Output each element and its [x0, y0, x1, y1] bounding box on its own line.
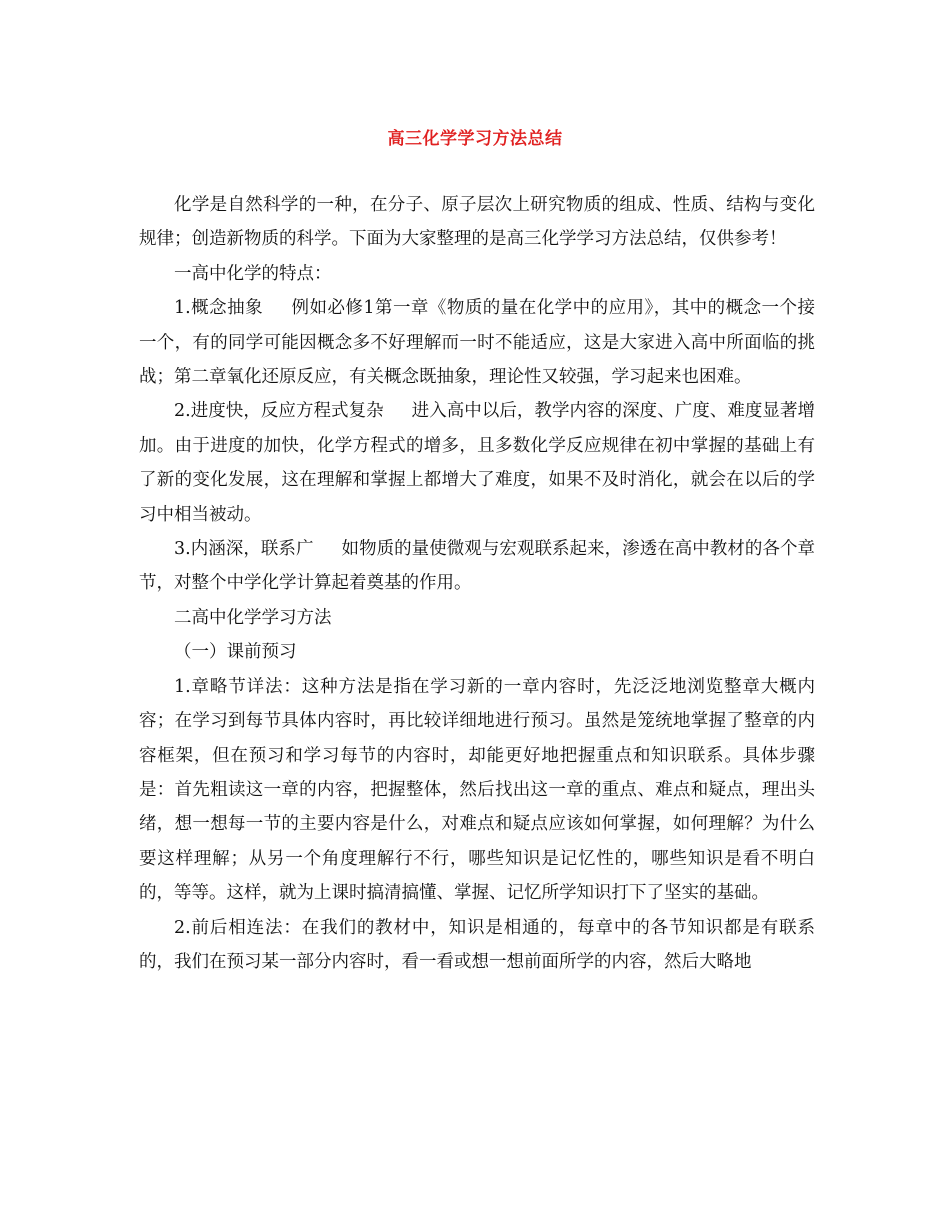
subsection-heading-preview: [139, 635, 815, 669]
section-heading-features: [139, 257, 815, 291]
paragraph-text: 二高中化学学习方法: [174, 607, 332, 628]
paragraph-text: 例如必修1第一章《物质的量在化学中的应用》，其中的概念一个接一个，有的同学可能因概念多不好理解而一时不能适应，这是大家进入高中所面临的挑战；第二章氧化还原反应，有关概念既抽象，理论性又较强，学习起来也困难。: [139, 298, 815, 388]
paragraph-feature-1: [139, 291, 815, 394]
paragraph-intro: [139, 188, 815, 257]
paragraph-method-1: [139, 670, 815, 911]
item-heading: 1.概念抽象: [174, 298, 264, 319]
paragraph-feature-3: [139, 532, 815, 601]
section-heading-methods: [139, 601, 815, 635]
document-body: [139, 188, 815, 979]
paragraph-text: 1.章略节详法：这种方法是指在学习新的一章内容时，先泛泛地浏览整章大概内容；在学习到每节具体内容时，再比较详细地进行预习。虽然是笼统地掌握了整章的内容框架，但在预习和学习每节的内容时，却能更好地把握重点和知识联系。具体步骤是：首先粗读这一章的内容，把握整体，然后找出这一章的重点、难点和疑点，理出头绪，想一想每一节的主要内容是什么，对难点和疑点应该如何掌握，如何理解？为什么要这样理解；从另一个角度理解行不行，哪些知识是记忆性的，哪些知识是看不明白的，等等。这样，就为上课时搞清搞懂、掌握、记忆所学知识打下了坚实的基础。: [139, 676, 815, 904]
paragraph-text: 一高中化学的特点：: [174, 263, 332, 284]
paragraph-feature-2: [139, 394, 815, 532]
paragraph-method-2: [139, 911, 815, 980]
item-heading: 3.内涵深，联系广: [174, 539, 314, 560]
document-title: 高三化学学习方法总结: [387, 129, 563, 149]
paragraph-text: （一）课前预习: [174, 642, 297, 663]
paragraph-text: 2.前后相连法：在我们的教材中，知识是相通的，每章中的各节知识都是有联系的，我们在预习某一部分内容时，看一看或想一想前面所学的内容，然后大略地: [139, 917, 815, 972]
paragraph-text: 进入高中以后，教学内容的深度、广度、难度显著增加。由于进度的加快，化学方程式的增多，且多数化学反应规律在初中掌握的基础上有了新的变化发展，这在理解和掌握上都增大了难度，如果不及时消化，就会在以后的学习中相当被动。: [139, 401, 815, 525]
paragraph-text: 如物质的量使微观与宏观联系起来，渗透在高中教材的各个章节，对整个中学化学计算起着奠基的作用。: [139, 539, 815, 594]
paragraph-text: 化学是自然科学的一种，在分子、原子层次上研究物质的组成、性质、结构与变化规律；创造新物质的科学。下面为大家整理的是高三化学学习方法总结，仅供参考！: [139, 195, 815, 250]
item-heading: 2.进度快，反应方程式复杂: [174, 401, 384, 422]
